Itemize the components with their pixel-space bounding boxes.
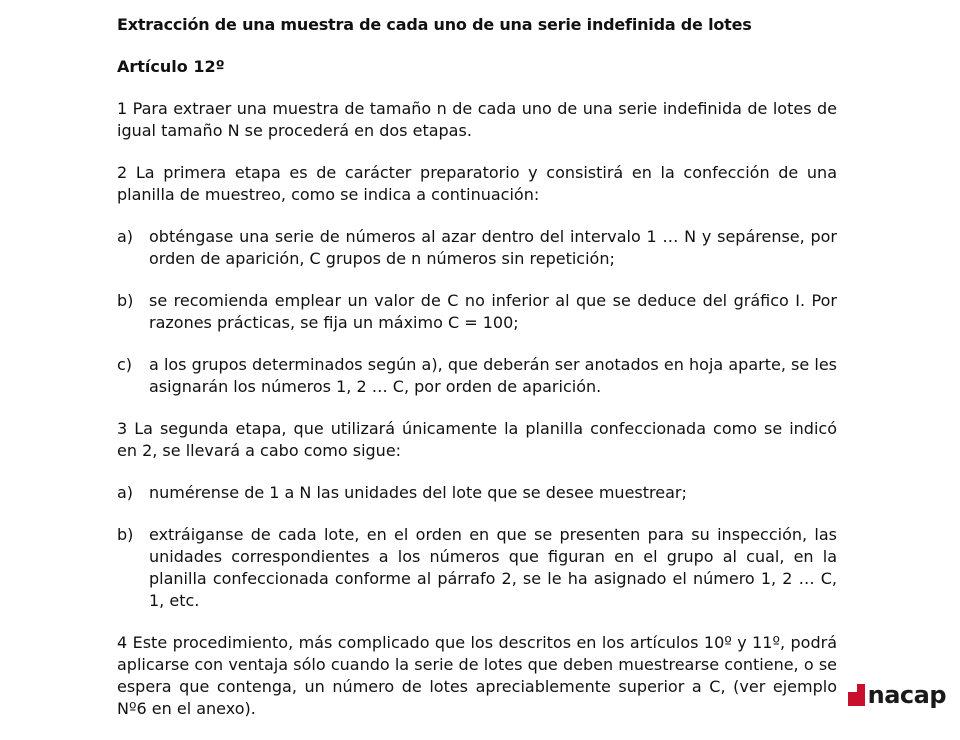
inacap-logo xyxy=(848,682,946,708)
paragraph-1: 1 Para extraer una muestra de tamaño n de cada uno de una serie indefinida de lotes de igual tamaño N se procederá en dos etapas. xyxy=(117,99,837,140)
list-item-text: extráiganse de cada lote, en el orden en que se presenten para su inspección, las unidades correspondientes a los números que figuran en el grupo al cual, en la planilla confeccionada conforme al párrafo 2, se le ha asignado el número 1, 2 … C, 1, etc. xyxy=(149,525,837,610)
list-item-label: a) xyxy=(117,227,134,246)
list-item xyxy=(117,354,837,398)
document-body xyxy=(117,14,837,740)
list-item-label: c) xyxy=(117,355,133,374)
paragraph-2: 2 La primera etapa es de carácter preparatorio y consistirá en la confección de una planilla de muestreo, como se indica a continuación: xyxy=(117,163,837,204)
article-title: Artículo 12º xyxy=(117,57,225,76)
list-item-label: b) xyxy=(117,291,134,310)
list-item-text: se recomienda emplear un valor de C no inferior al que se deduce del gráfico I. Por razones prácticas, se fija un máximo C = 100; xyxy=(149,291,837,332)
logo-mark-icon xyxy=(848,684,865,706)
list-item xyxy=(117,226,837,270)
paragraph-4: 4 Este procedimiento, más complicado que los descritos en los artículos 10º y 11º, podrá aplicarse con ventaja sólo cuando la serie de lotes que deben muestrearse contiene, o se espera que contenga, un número de lotes apreciablemente superior a C, (ver ejemplo Nº6 en el anexo). xyxy=(117,633,837,718)
paragraph-3: 3 La segunda etapa, que utilizará únicamente la planilla confeccionada como se indicó en 2, se llevará a cabo como sigue: xyxy=(117,419,837,460)
document-heading: Extracción de una muestra de cada uno de una serie indefinida de lotes xyxy=(117,15,752,34)
list-item-text: numérense de 1 a N las unidades del lote que se desee muestrear; xyxy=(149,483,687,502)
list-item-label: a) xyxy=(117,483,134,502)
list-item xyxy=(117,524,837,612)
list-item-text: a los grupos determinados según a), que deberán ser anotados en hoja aparte, se les asignarán los números 1, 2 … C, por orden de aparición. xyxy=(149,355,837,396)
logo-text: nacap xyxy=(867,681,946,709)
list-item-text: obténgase una serie de números al azar dentro del intervalo 1 … N y sepárense, por orden de aparición, C grupos de n números sin repetición; xyxy=(149,227,837,268)
list-item xyxy=(117,482,837,504)
list-item xyxy=(117,290,837,334)
list-item-label: b) xyxy=(117,525,134,544)
